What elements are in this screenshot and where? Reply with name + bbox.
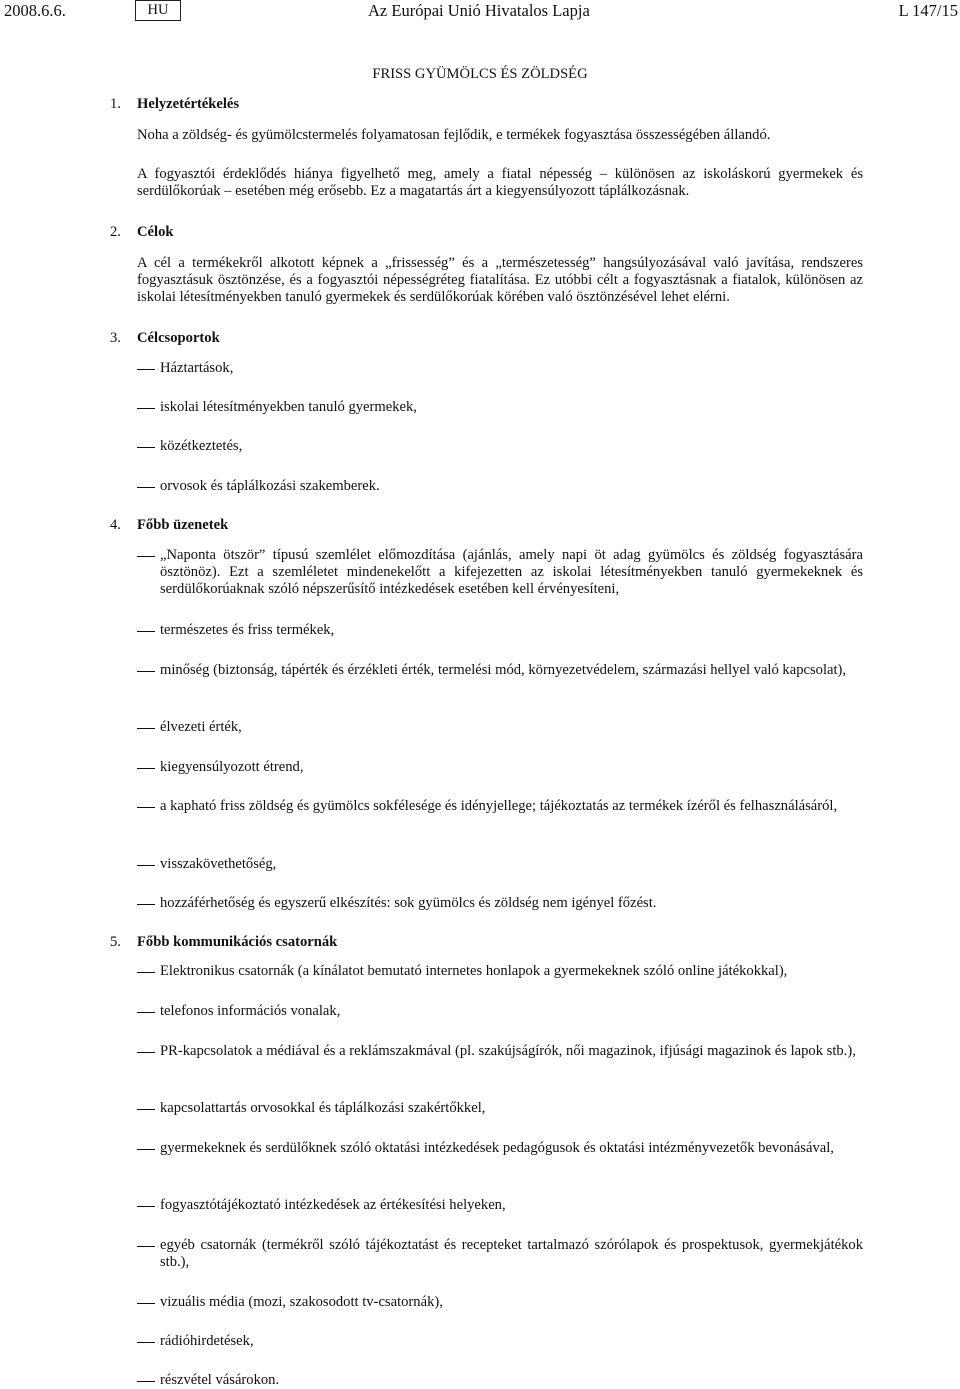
list-item <box>137 759 863 776</box>
list-item <box>137 856 863 873</box>
section-number: 4. <box>110 517 121 533</box>
list-item-text: minőség (biztonság, tápérték és érzékleti érték, termelési mód, környezetvédelem, származási hellyel való kapcsolat), <box>160 662 847 678</box>
list-item-text: közétkeztetés, <box>160 438 243 454</box>
list-item-text: egyéb csatornák (termékről szóló tájékoztatást és recepteket tartalmazó szórólapok és prospektusok, gyermekjátékok stb.), <box>160 1237 863 1270</box>
section-number: 2. <box>110 224 121 240</box>
list-item-text: fogyasztótájékoztató intézkedések az értékesítési helyeken, <box>160 1197 506 1213</box>
list-item <box>137 1372 863 1389</box>
list-item-text: iskolai létesítményekben tanuló gyermekek, <box>160 399 417 415</box>
list-item <box>137 895 863 912</box>
paragraph: Noha a zöldség- és gyümölcstermelés folyamatosan fejlődik, e termékek fogyasztása összességében állandó. <box>137 127 771 143</box>
list-item <box>137 622 863 639</box>
section-number: 3. <box>110 330 121 346</box>
section-heading-3 <box>110 330 220 347</box>
list-item-text: vizuális média (mozi, szakosodott tv-csatornák), <box>160 1294 443 1310</box>
list-item-text: gyermekeknek és serdülőknek szóló oktatási intézkedések pedagógusok és oktatási intézményvezetők bevonásával, <box>160 1140 834 1156</box>
paragraph: A fogyasztói érdeklődés hiánya figyelhető meg, amely a fiatal népesség – különösen az iskoláskorú gyermekek és serdülőkorúak – esetében még erősebb. Ez a magatartás árt a kiegyensúlyozott táplálkozásnak. <box>137 166 863 199</box>
language-badge: HU <box>135 0 181 21</box>
list-item-text: kiegyensúlyozott étrend, <box>160 759 304 775</box>
list-item <box>137 798 863 815</box>
list-item <box>137 1140 863 1157</box>
list-item <box>137 1043 863 1060</box>
list-item-text: kapcsolattartás orvosokkal és táplálkozási szakértőkkel, <box>160 1100 486 1116</box>
section-title: Célok <box>137 224 174 240</box>
page-header <box>0 0 960 30</box>
section-heading-5 <box>110 934 337 951</box>
document-title: FRISS GYÜMÖLCS ÉS ZÖLDSÉG <box>372 66 588 82</box>
list-item <box>137 1333 863 1350</box>
page-number: L 147/15 <box>898 1 958 20</box>
list-item-text: Elektronikus csatornák (a kínálatot bemutató internetes honlapok a gyermekeknek szóló online játékokkal), <box>160 963 788 979</box>
list-item-text: orvosok és táplálkozási szakemberek. <box>160 478 380 494</box>
list-item-text: „Naponta ötször” típusú szemlélet előmozdítása (ajánlás, amely napi öt adag gyümölcs és zöldség fogyasztására ösztönöz). Ezt a szemléletet mindenekelőtt a kifejezetten az iskolai létesítményekben tanuló gyermekeknek és serdülőkorúaknak szóló népszerűsítő intézkedések esetében kell érvényesíteni, <box>160 547 863 597</box>
list-item-text: élvezeti érték, <box>160 719 242 735</box>
paragraph: A cél a termékekről alkotott képnek a „frissesség” és a „természetesség” hangsúlyozásával való javítása, rendszeres fogyasztásuk ösztönzése, és a fogyasztói népességréteg fiatalítása. Ez utóbbi célt a fogyasztásnak a fiatalok, különösen az iskolai létesítményekben tanuló gyermekek és serdülőkorúak körében való ösztönzésével lehet elérni. <box>137 255 863 305</box>
list-item <box>137 438 863 455</box>
list-item <box>137 547 863 598</box>
list-item <box>137 963 863 980</box>
list-item <box>137 360 863 377</box>
section-number: 1. <box>110 96 121 112</box>
section-title: Főbb üzenetek <box>137 517 229 533</box>
section-title: Főbb kommunikációs csatornák <box>137 934 338 950</box>
list-item <box>137 478 863 495</box>
journal-title: Az Európai Unió Hivatalos Lapja <box>368 1 590 20</box>
list-item <box>137 1237 863 1271</box>
list-item <box>137 1100 863 1117</box>
list-item-text: telefonos információs vonalak, <box>160 1003 341 1019</box>
list-item <box>137 1003 863 1020</box>
section-heading-2 <box>110 224 173 241</box>
list-item-text: rádióhirdetések, <box>160 1333 254 1349</box>
list-item <box>137 662 863 679</box>
list-item-text: hozzáférhetőség és egyszerű elkészítés: sok gyümölcs és zöldség nem igényel főzést. <box>160 895 657 911</box>
list-item-text: PR-kapcsolatok a médiával és a reklámszakmával (pl. szakújságírók, női magazinok, ifjúsági magazinok és lapok stb.), <box>160 1043 856 1059</box>
list-item-text: Háztartások, <box>160 360 234 376</box>
section-number: 5. <box>110 934 121 950</box>
section-title: Helyzetértékelés <box>137 96 240 112</box>
section-title: Célcsoportok <box>137 330 220 346</box>
list-item <box>137 399 863 416</box>
list-item-text: részvétel vásárokon. <box>160 1372 280 1388</box>
list-item-text: visszakövethetőség, <box>160 856 277 872</box>
section-heading-4 <box>110 517 228 534</box>
section-heading-1 <box>110 96 239 113</box>
list-item <box>137 1197 863 1214</box>
list-item-text: a kapható friss zöldség és gyümölcs sokfélesége és idényjellege; tájékoztatás az termékek ízéről és felhasználásáról, <box>160 798 838 814</box>
list-item-text: természetes és friss termékek, <box>160 622 335 638</box>
list-item <box>137 719 863 736</box>
publication-date: 2008.6.6. <box>4 1 66 20</box>
list-item <box>137 1294 863 1311</box>
